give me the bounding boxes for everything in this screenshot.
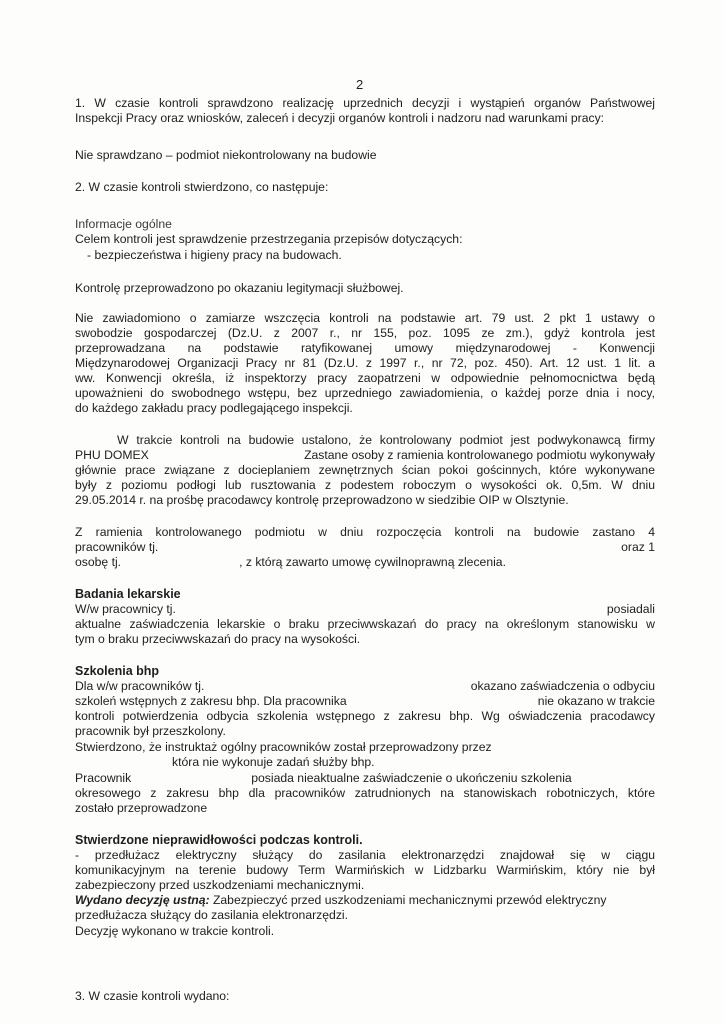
training-line1-end: okazano zaświadczenia o odbyciu xyxy=(470,679,655,693)
medical-heading: Badania lekarskie xyxy=(75,587,181,601)
p1-line4: Międzynarodowej Organizacji Pracy nr 81 (Dz.U. z 1997 r., nr 72, poz. 450). Art. 12 ust. 1 lit. a xyxy=(75,356,655,370)
training-line4: pracownik był przeszkolony. xyxy=(75,724,226,738)
section1-line1: 1. W czasie kontroli sprawdzono realizację uprzednich decyzji i wystąpień organów Państwowej xyxy=(75,96,655,110)
p2-line3: głównie prace związane z docieplaniem zewnętrznych ścian pokoi gościnnych, które wykonywane xyxy=(75,463,655,477)
training-line6: która nie wykonuje zadań służby bhp. xyxy=(172,755,375,769)
training-line1 xyxy=(75,679,655,694)
section3-heading: 3. W czasie kontroli wydano: xyxy=(75,989,230,1003)
page-number: 2 xyxy=(356,77,364,92)
training-line9: zostało przeprowadzone xyxy=(75,801,208,815)
section1-answer: Nie sprawdzano – podmiot niekontrolowany na budowie xyxy=(75,148,377,162)
training-line1-start: Dla w/w pracowników tj. xyxy=(75,679,205,693)
medical-line1-end: posiadali xyxy=(606,602,655,616)
violations-heading: Stwierdzone nieprawidłowości podczas kontroli. xyxy=(75,833,363,847)
general-heading: Informacje ogólne xyxy=(75,217,172,231)
training-heading: Szkolenia bhp xyxy=(75,664,160,678)
decision-label: Wydano decyzję ustną: xyxy=(75,893,210,907)
decision-text: Zabezpieczyć przed uszkodzeniami mechanicznymi przewód elektryczny xyxy=(212,893,607,907)
training-line3: kontroli potwierdzenia odbycia szkolenia wstępnego z zakresu bhp. Wg oświadczenia pracodawcy xyxy=(75,709,655,723)
general-line1: Celem kontroli jest sprawdzenie przestrzegania przepisów dotyczących: xyxy=(75,232,463,246)
p1-line7: do każdego zakładu pracy podlegającego inspekcji. xyxy=(75,401,353,415)
p1-line2: swobodzie gospodarczej (Dz.U. z 2007 r., nr 155, poz. 1095 ze zm.), gdyż kontrola jest xyxy=(75,326,655,340)
p3-line2-start: pracowników tj. xyxy=(75,540,159,554)
p3-line2 xyxy=(75,540,655,555)
p1-line3: przeprowadzana na podstawie ratyfikowanej umowy międzynarodowej - Konwencji xyxy=(75,341,655,355)
p1-line1: Nie zawiadomiono o zamiarze wszczęcia kontroli na podstawie art. 79 ust. 2 pkt 1 ustawy o xyxy=(75,311,655,325)
medical-line3: tym o braku przeciwwskazań do pracy na wysokości. xyxy=(75,632,361,646)
p3-line3-start: osobę tj. xyxy=(75,555,122,569)
medical-line1 xyxy=(75,602,655,617)
p2-line5: 29.05.2014 r. na prośbę pracodawcy kontrolę przeprowadzono w siedzibie OIP w Olsztynie. xyxy=(75,493,569,507)
violations-line3: zabezpieczony przed uszkodzeniami mechanicznymi. xyxy=(75,878,365,892)
medical-line2: aktualne zaświadczenia lekarskie o braku przeciwwskazań do pracy na określonym stanowisku w xyxy=(75,617,655,631)
p1-line6: upoważnieni do swobodnego wstępu, bez uprzedniego zawiadomienia, o każdej porze dnia i nocy, xyxy=(75,386,655,400)
training-line7-start: Pracownik xyxy=(75,771,132,785)
p3-line3 xyxy=(75,555,655,570)
p2-line4: były z poziomu podłogi lub rusztowania z podestem roboczym o wysokości ok. 0,5m. W dniu xyxy=(75,478,655,492)
p2-line1: W trakcie kontroli na budowie ustalono, że kontrolowany podmiot jest podwykonawcą firmy xyxy=(117,433,655,447)
general-bullet: - bezpieczeństwa i higieny pracy na budowach. xyxy=(87,248,342,262)
violations-line2: komunikacyjnym na terenie budowy Term Warmińskich w Lidzbarku Warmińskim, który nie był xyxy=(75,863,655,877)
training-line5: Stwierdzono, że instruktaż ogólny pracowników został przeprowadzony przez xyxy=(75,740,492,754)
violations-line1: - przedłużacz elektryczny służący do zasilania elektronarzędzi znajdował się w ciągu xyxy=(75,848,655,862)
training-line2 xyxy=(75,694,655,709)
violations-line5: przedłużacza służący do zasilania elektronarzędzi. xyxy=(75,908,349,922)
p2-line2 xyxy=(75,448,655,463)
training-line7-end: posiada nieaktualne zaświadczenie o ukończeniu szkolenia xyxy=(251,771,572,785)
section2-heading: 2. W czasie kontroli stwierdzono, co następuje: xyxy=(75,180,329,194)
violations-line6: Decyzję wykonano w trakcie kontroli. xyxy=(75,924,275,938)
section1-line2: Inspekcji Pracy oraz wniosków, zaleceń i decyzji organów kontroli i nadzoru nad warunkami pracy: xyxy=(75,111,605,125)
company-name: PHU DOMEX xyxy=(75,448,149,462)
training-line2-end: nie okazano w trakcie xyxy=(537,694,655,708)
medical-line1-start: W/w pracownicy tj. xyxy=(75,602,176,616)
p2-line2-text: Zastane osoby z ramienia kontrolowanego podmiotu wykonywały xyxy=(304,448,655,462)
p3-line3-end: , z którą zawarto umowę cywilnoprawną zlecenia. xyxy=(239,555,506,569)
training-line7 xyxy=(75,771,655,786)
p3-line1: Z ramienia kontrolowanego podmiotu w dniu rozpoczęcia kontroli na budowie zastano 4 xyxy=(75,525,655,539)
p3-line2-end: oraz 1 xyxy=(621,540,655,554)
legitimation-text: Kontrolę przeprowadzono po okazaniu legitymacji służbowej. xyxy=(75,281,404,295)
training-line8: okresowego z zakresu bhp dla pracowników zatrudnionych na stanowiskach robotniczych, które xyxy=(75,786,655,800)
violations-decision xyxy=(75,893,655,908)
training-line2-start: szkoleń wstępnych z zakresu bhp. Dla pracownika xyxy=(75,694,347,708)
p1-line5: ww. Konwencji określa, iż inspektorzy pracy zaopatrzeni w odpowiednie pełnomocnictwa będą xyxy=(75,371,655,385)
